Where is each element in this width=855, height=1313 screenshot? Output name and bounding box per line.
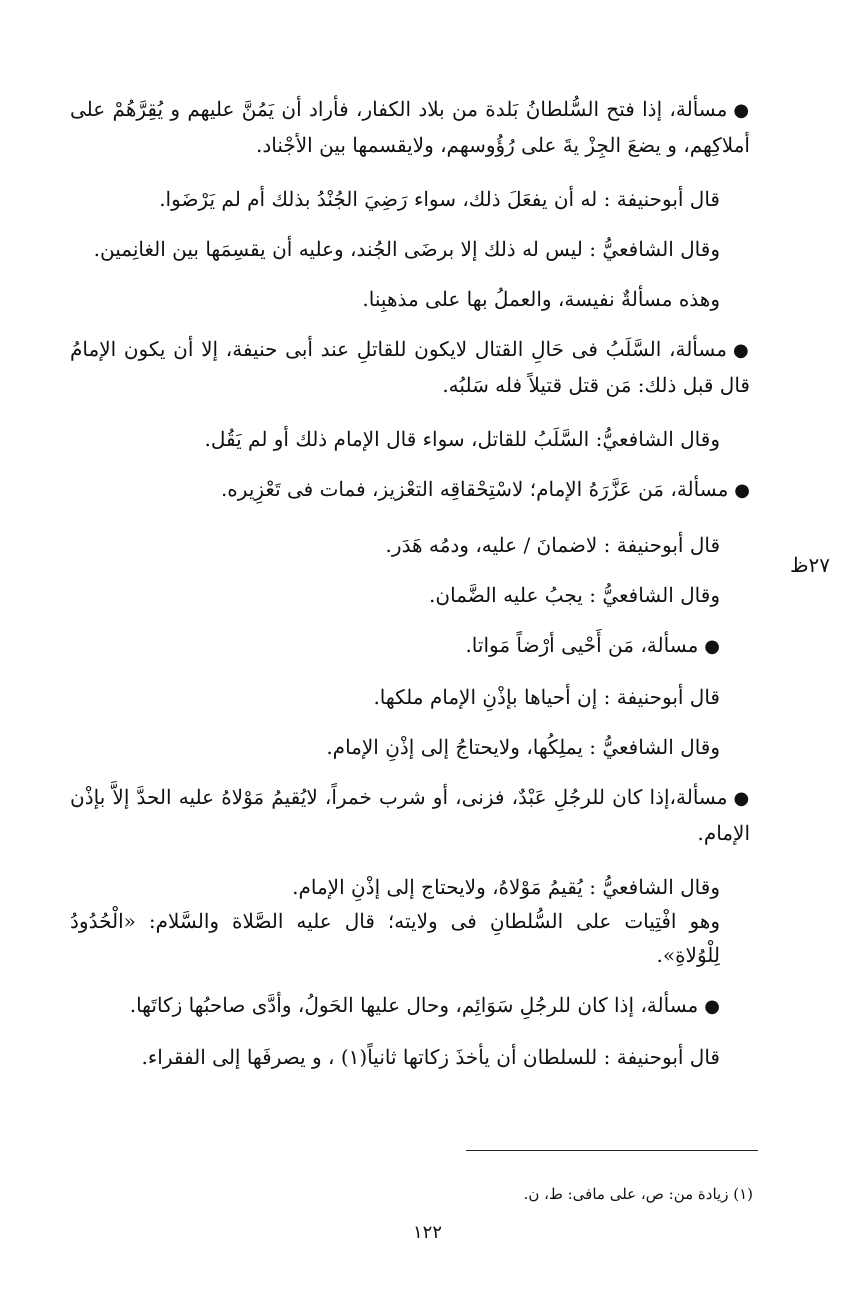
paragraph-11: قال أبوحنيفة : إن أحياها بإذْنِ الإمام ملكها.	[373, 685, 720, 709]
paragraph-14: وقال الشافعيُّ : يُقيمُ مَوْلاهُ، ولايحتاج إلى إذْنِ الإمام.	[292, 875, 720, 899]
paragraph-3: وقال الشافعيُّ : ليس له ذلك إلا برضَى الجُند، وعليه أن يقسِمَها بين الغانِمين.	[93, 237, 720, 261]
main-text	[70, 92, 750, 1074]
bullet-marker: ●	[733, 788, 750, 809]
paragraph-13: ●مسألة،إذا كان للرجُلِ عَبْدٌ، فزنى، أو شرب خمراً، لايُقيمُ مَوْلاهُ عليه الحدَّ إلاَّ بإذْن الإمام.	[70, 785, 750, 845]
paragraph-12: وقال الشافعيُّ : يملِكُها، ولايحتاجُ إلى إذْنِ الإمام.	[326, 735, 720, 759]
bullet-marker: ●	[733, 100, 750, 121]
paragraph-1: ●مسألة، إذا فتح السُّلطانُ بَلدة من بلاد الكفار، فأراد أن يَمُنَّ عليهم و يُقِرَّهُمْ على أملاكِهم، و يضعَ الجِزْ يةَ على رُؤُوسهم، ولايقسمها بين الأجْناد.	[70, 97, 750, 157]
paragraph-10: ●مسألة، مَن أَحْيى أرْضاً مَواتا.	[465, 633, 720, 657]
paragraph-17: قال أبوحنيفة : للسلطان أن يأخذَ زكاتها ثانياً(١) ، و يصرفَها إلى الفقراء.	[141, 1045, 720, 1069]
footnote-divider	[466, 1150, 758, 1151]
paragraph-4: وهذه مسألةٌ نفيسة، والعملُ بها على مذهبِنا.	[362, 287, 720, 311]
margin-folio-note: ٢٧ظ	[790, 553, 830, 577]
paragraph-5: ●مسألة، السَّلَبُ فى حَالِ القتال لايكون للقاتلِ عند أبى حنيفة، إلا أن يكون الإمامُ قال قبل ذلك: مَن قتل قتيلاً فله سَلبُه.	[70, 337, 750, 397]
paragraph-7: ●مسألة، مَن عَزَّرَهُ الإمام؛ لاسْتِحْقاقِه التعْزيز، فمات فى تَعْزِيره.	[220, 477, 750, 501]
paragraph-8: قال أبوحنيفة : لاضمانَ / عليه، ودمُه هَدَر.	[385, 533, 720, 557]
paragraph-6: وقال الشافعيُّ: السَّلَبُ للقاتل، سواء قال الإمام ذلك أو لم يَقُل.	[204, 427, 720, 451]
page-number: ١٢٢	[412, 1222, 442, 1243]
paragraph-9: وقال الشافعيُّ : يجبُ عليه الضَّمان.	[429, 583, 720, 607]
bullet-marker: ●	[734, 480, 750, 501]
paragraph-15: وهو افْتِيات على السُّلطانِ فى ولايته؛ قال عليه الصَّلاة والسَّلام: «الْحُدُودُ لِلْوُلاةِ».	[70, 909, 720, 967]
bullet-marker: ●	[704, 996, 720, 1017]
paragraph-16: ●مسألة، إذا كان للرجُلِ سَوَائِم، وحال عليها الحَولُ، وأدَّى صاحبُها زكاتَها.	[129, 993, 720, 1017]
paragraph-2: قال أبوحنيفة : له أن يفعَلَ ذلك، سواء رَضِيَ الجُنْدُ بذلك أم لم يَرْضَوا.	[159, 187, 720, 211]
footnote: (١) زيادة من: ص، على مافى: ط، ن.	[523, 1185, 753, 1203]
bullet-marker: ●	[732, 340, 750, 361]
bullet-marker: ●	[704, 636, 720, 657]
